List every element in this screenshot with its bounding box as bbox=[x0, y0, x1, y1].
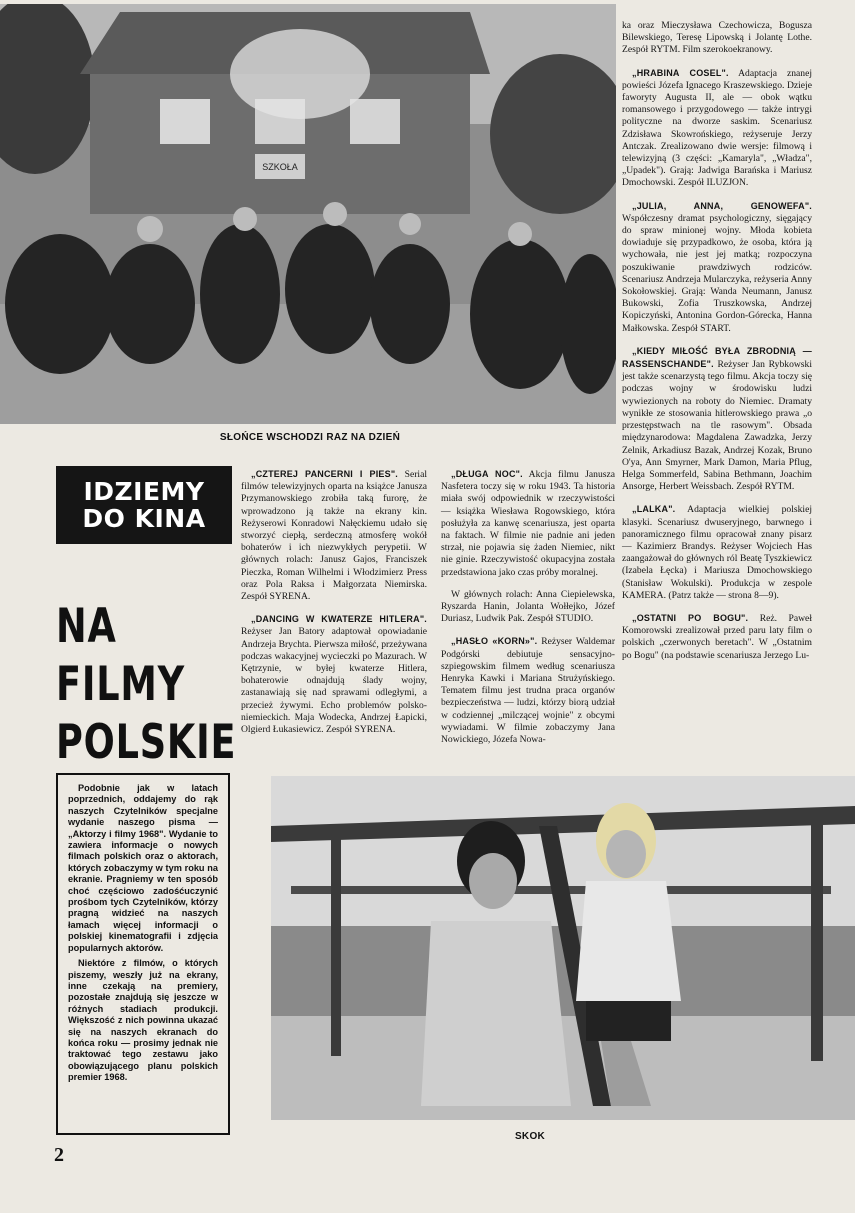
intro-box bbox=[56, 773, 230, 1135]
film-entry bbox=[622, 20, 812, 57]
column-middle bbox=[441, 468, 615, 756]
film-entry bbox=[622, 200, 812, 335]
photo-bottom bbox=[271, 776, 855, 1120]
school-sign: SZKOŁA bbox=[262, 162, 298, 172]
film-description: Reżyser Jan Rybkowski jest także scenarzystą tego filmu. Akcja toczy się podczas wojny w środowisku ludzi wywiezionych na roboty do Niemiec. Dramaty wynikłe ze stosowania hitlerowskiego prawa „o przestępstwach na tle rasowym". Obsada międzynarodowa: Magdalena Zawadzka, Jerzy Zelnik, Arkadiusz Bazak, Andrzej Kozak, Bruno O'ya, Ann Smyrner, Mark Damon, Maria Pflug, Helga Sommerfeld, Sabina Bethmann, Joachim Ansorge, Herbert Weissbach. Zespół RYTM. bbox=[622, 359, 812, 493]
film-entry bbox=[622, 503, 812, 602]
photo-top-caption: SŁOŃCE WSCHODZI RAZ NA DZIEŃ bbox=[219, 432, 401, 443]
film-entry bbox=[441, 468, 615, 579]
film-title: „CZTEREJ PANCERNI I PIES". bbox=[251, 469, 398, 479]
film-entry bbox=[622, 67, 812, 190]
column-right bbox=[622, 20, 812, 672]
village-dance-photo bbox=[0, 4, 616, 424]
film-description: Reż. Paweł Komorowski zrealizował przed paru laty film o polskich „czerwonych beretach". W „Ostatnim po Bogu" (na podstawie scenariusza Jerzego Lu- bbox=[622, 612, 812, 661]
film-description: W głównych rolach: Anna Ciepielewska, Ryszarda Hanin, Jolanta Wołłejko, Józef Duriasz, Ludwik Pak. Zespół STUDIO. bbox=[441, 588, 615, 625]
film-title: „DŁUGA NOC". bbox=[451, 469, 523, 479]
film-description: Adaptacja znanej powieści Józefa Ignacego Kraszewskiego. Dzieje faworyty Augusta II, ale — obok wątku romansowego i przygodowego — także intrygi polityczne na dworze saskim. Scenariusz Zdzisława Skowrońskiego, reżyseruje Jerzy Antczak. Zrealizowano dwie wersje: filmową i telewizyjną (3 części: „Kamaryla", „Władza", „Upadek"). Grają: Jadwiga Barańska i Mariusz Dmochowski. Zespół ILUZJON. bbox=[622, 67, 813, 189]
film-title: „OSTATNI PO BOGU". bbox=[632, 612, 749, 623]
film-title: „HASŁO «KORN»". bbox=[451, 636, 538, 647]
film-description: Współczesny dramat psychologiczny, sięgający do spraw minionej wojny. Młoda kobieta dowiaduje się przypadkowo, że osoba, która ją wychowała, nie jest jej matką; rozpoczyna poszukiwanie prawdziwych rodziców. Scenariusz Andrzeja Mularczyka, reżyseria Anny Sokołowskiej. Grają: Wanda Neumann, Janusz Bukowski, Zofia Truszkowska, Andrzej Kopiczyński, Antonina Gordon-Górecka, Hanna Małkowska. Zespół START. bbox=[622, 212, 812, 334]
film-description: Reżyser Waldemar Podgórski debiutuje sensacyjno-szpiegowskim filmem według scenariusza Henryka Kawki i Mariana Strużyńskiego. Tematem filmu jest trudna praca organów bezpieczeństwa — ludzi, którzy biorą udział w codziennej „milczącej wojnie" z obcymi wywiadami. W filmie zobaczymy Jana Nowickiego, Józefa Nowa- bbox=[441, 636, 616, 746]
film-description: ka oraz Mieczysława Czechowicza, Bogusza Bilewskiego, Teresę Lipowską i Jolantę Lothe. Zespół RYTM. Film szerokoekranowy. bbox=[622, 20, 812, 56]
film-description: Akcja filmu Janusza Nasfetera toczy się w roku 1943. Ta historia miała swój odpowiednik w rzeczywistości — książka Wiesława Rogowskiego, która posłużyła za kanwę scenariusza, jest oparta na faktach. W filmie nie padnie ani jeden strzał, nie pojawia się żaden Niemiec, nikt nie ginie. Rzeczywistość okupacyjna została przedstawiona jako czas próby moralnej. bbox=[441, 469, 615, 578]
film-entry bbox=[441, 589, 615, 626]
film-title: „JULIA, ANNA, GENOWEFA". bbox=[632, 200, 812, 211]
photo-top bbox=[0, 4, 616, 424]
film-title: „KIEDY MIŁOŚĆ BYŁA ZBRODNIĄ — RASSENSCHANDE". bbox=[622, 345, 812, 370]
film-title: „HRABINA COSEL". bbox=[632, 67, 729, 78]
film-title: „DANCING W KWATERZE HITLERA". bbox=[251, 614, 427, 625]
film-entry bbox=[241, 613, 427, 736]
film-entry bbox=[441, 635, 615, 746]
film-title: „LALKA". bbox=[632, 504, 676, 515]
page-headline: NA FILMY POLSKIE bbox=[56, 599, 237, 770]
film-entry bbox=[622, 345, 812, 493]
photo-bottom-caption: SKOK bbox=[514, 1131, 546, 1142]
section-badge bbox=[56, 466, 232, 544]
film-description: Serial filmów telewizyjnych oparta na książce Janusza Przymanowskiego zrobiła taką furorę, że wprowadzono ją także na ekrany kin. Reżyserowi Konradowi Nałęckiemu udało się stworzyć ciepłą, serdeczną atmosferę wokół bohaterów i ich niezwykłych perypetii. W głównych rolach: Janusz Gajos, Franciszek Pieczka, Roman Wilhelmi i Włodzimierz Press oraz Pola Raksa i Małgorzata Niemirska. Zespół SYRENA. bbox=[241, 469, 427, 603]
intro-paragraph: Podobnie jak w latach poprzednich, oddajemy do rąk naszych Czytelników specjalne wydanie naszego pisma — „Aktorzy i filmy 1968". Wydanie to zawiera informacje o nowych filmach polskich oraz o aktorach, których zobaczymy w tym roku na ekranie. Pragniemy w ten sposób choć częściowo zadośćuczynić prośbom tych Czytelników, którzy pragną widzieć na naszych łamach więcej informacji o polskiej kinematografii i zdjęcia popularnych aktorów. bbox=[68, 783, 218, 953]
film-description: Reżyser Jan Batory adaptował opowiadanie Andrzeja Brychta. Pierwsza miłość, przeżywana podczas wakacyjnej wycieczki po Mazurach. W Kętrzynie, w byłej kwaterze Hitlera, bohaterowie odnajdują ślady wojny, zastanawiają się nad sprawami odległymi, a przecież żywymi. Echo problemów polsko-niemieckich. Maja Wodecka, Andrzej Łapicki, Olgierd Łukasiewicz. Zespół SYRENA. bbox=[241, 626, 427, 736]
film-entry bbox=[241, 468, 427, 603]
badge-text: IDZIEMY DO KINA bbox=[82, 477, 206, 533]
couple-fence-photo bbox=[271, 776, 855, 1120]
page-number: 2 bbox=[54, 1144, 64, 1166]
film-description: Adaptacja wielkiej polskiej klasyki. Scenariusz dwuseryjnego, barwnego i panoramicznego filmu opracował znany pisarz — Kazimierz Brandys. Reżyser Wojciech Has zaangażował do głównych ról Beatę Tyszkiewicz (Izabela Łęcka) i Mariusza Dmochowskiego (Stanisław Wokulski). Produkcja w zespole KAMERA. (Patrz także — strona 8—9). bbox=[622, 504, 812, 601]
column-left bbox=[241, 468, 427, 746]
film-entry bbox=[622, 612, 812, 662]
intro-paragraph: Niektóre z filmów, o których piszemy, weszły już na ekrany, inne czekają na premiery, pozostałe znajdują się jeszcze w różnych stadiach produkcji. Większość z nich powinna ukazać się na naszych ekranach do końca roku — prosimy jednak nie traktować tego zestawu jako obowiązującego planu polskich premier 1968. bbox=[68, 958, 218, 1083]
